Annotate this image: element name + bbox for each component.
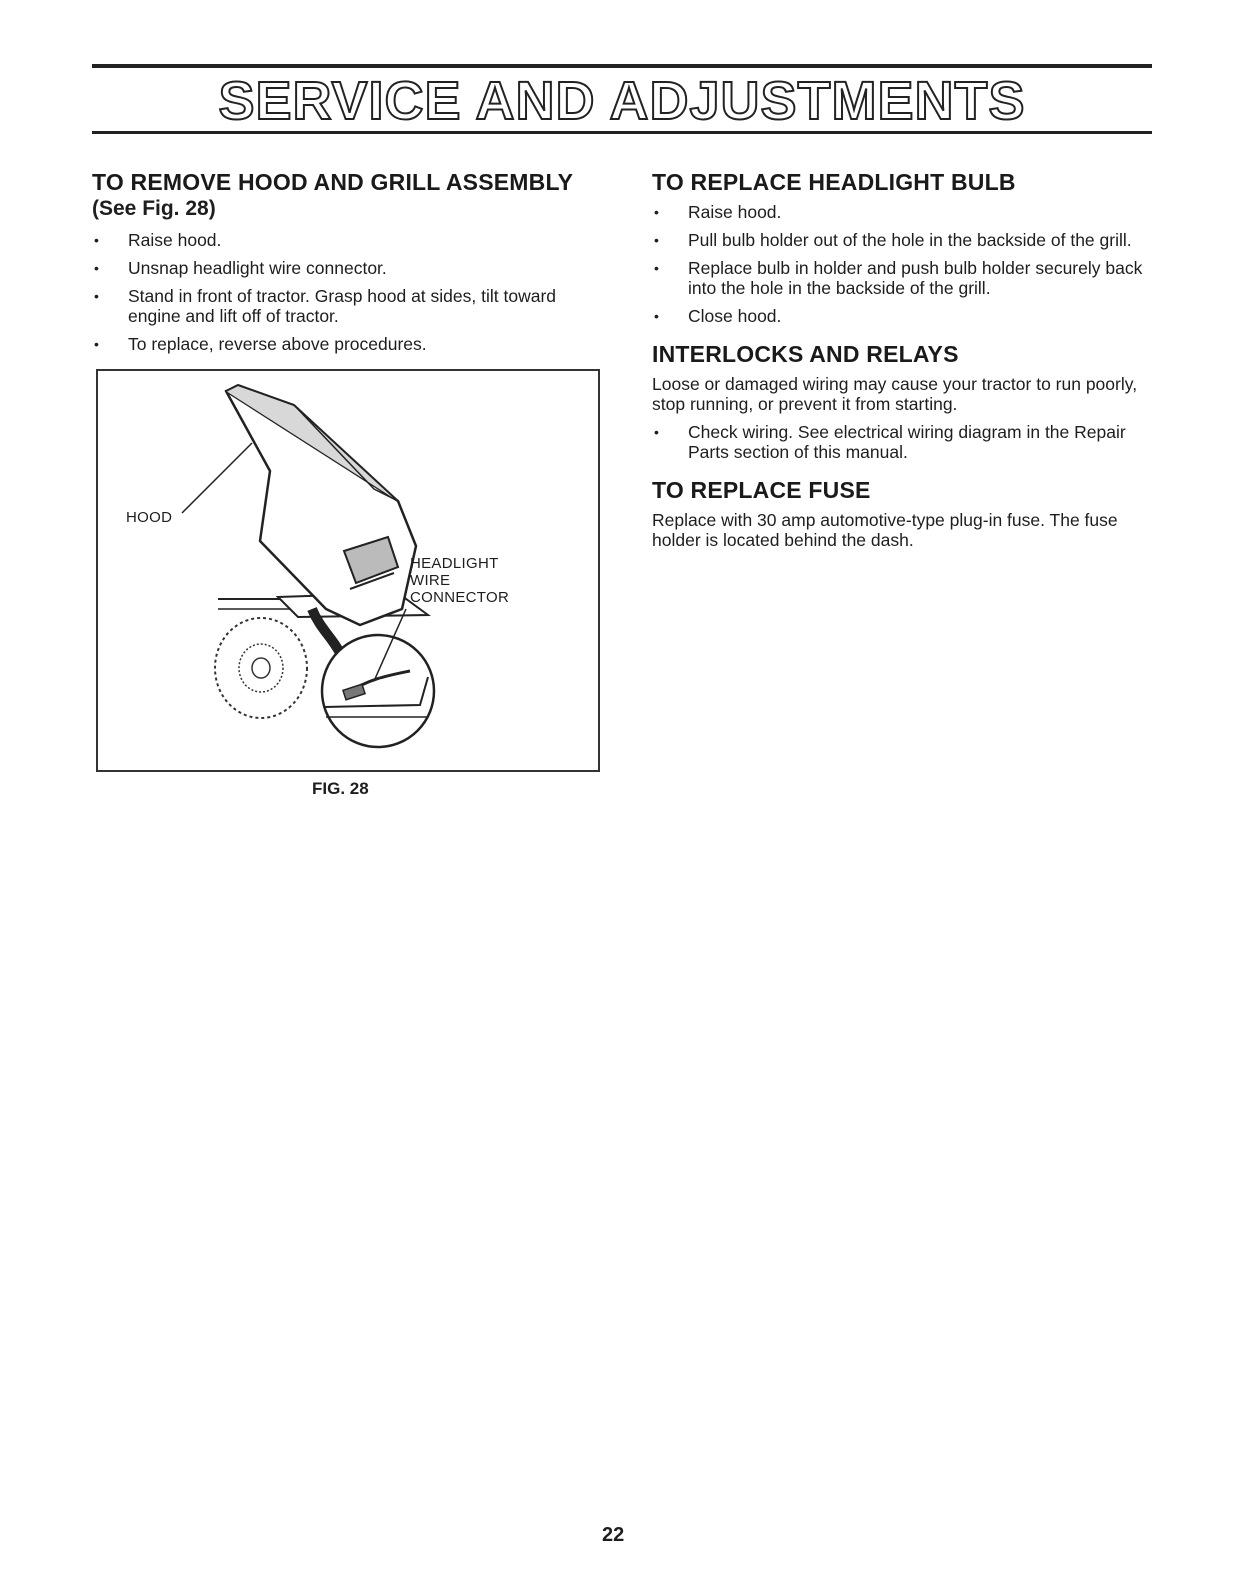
figure-caption: FIG. 28 bbox=[312, 779, 369, 798]
right-column bbox=[652, 168, 1158, 558]
interlocks-body: Loose or damaged wiring may cause your tractor to run poorly, stop running, or prevent it from starting. bbox=[652, 374, 1138, 414]
section-heading-interlocks: INTERLOCKS AND RELAYS bbox=[652, 341, 959, 367]
list-item: • Replace bulb in holder and push bulb holder securely back into the hole in the backside of the grill. bbox=[652, 258, 1158, 298]
left-column bbox=[92, 168, 604, 362]
list-item: • Check wiring. See electrical wiring diagram in the Repair Parts section of this manual. bbox=[652, 422, 1158, 462]
figure-28 bbox=[96, 369, 600, 772]
list-item: • Unsnap headlight wire connector. bbox=[92, 258, 604, 278]
page-title: SERVICE AND ADJUSTMENTS bbox=[218, 71, 1026, 131]
label-headlight-line-2: WIRE bbox=[410, 572, 451, 589]
remove-hood-steps bbox=[92, 230, 604, 354]
section-heading-headlight: TO REPLACE HEADLIGHT BULB bbox=[652, 169, 1016, 195]
hood-illustration bbox=[98, 371, 598, 770]
header-rule-top bbox=[92, 64, 1152, 68]
label-hood: HOOD bbox=[126, 509, 173, 526]
list-item: • Stand in front of tractor. Grasp hood at sides, tilt toward engine and lift off of tractor. bbox=[92, 286, 604, 326]
headlight-steps bbox=[652, 202, 1158, 326]
section-heading-remove-hood: TO REMOVE HOOD AND GRILL ASSEMBLY bbox=[92, 169, 574, 195]
header-rule-bottom bbox=[92, 131, 1152, 134]
figure-reference: (See Fig. 28) bbox=[92, 197, 216, 220]
page-number: 22 bbox=[602, 1524, 625, 1546]
list-item: • Raise hood. bbox=[92, 230, 604, 250]
label-headlight-line-1: HEADLIGHT bbox=[410, 555, 499, 572]
list-item: • Raise hood. bbox=[652, 202, 1158, 222]
interlocks-steps bbox=[652, 422, 1158, 462]
fuse-body: Replace with 30 amp automotive-type plug-in fuse. The fuse holder is located behind the dash. bbox=[652, 510, 1118, 550]
section-heading-fuse: TO REPLACE FUSE bbox=[652, 477, 871, 503]
label-headlight-line-3: CONNECTOR bbox=[410, 589, 510, 606]
list-item: • Pull bulb holder out of the hole in the backside of the grill. bbox=[652, 230, 1158, 250]
list-item: • Close hood. bbox=[652, 306, 1158, 326]
list-item: • To replace, reverse above procedures. bbox=[92, 334, 604, 354]
